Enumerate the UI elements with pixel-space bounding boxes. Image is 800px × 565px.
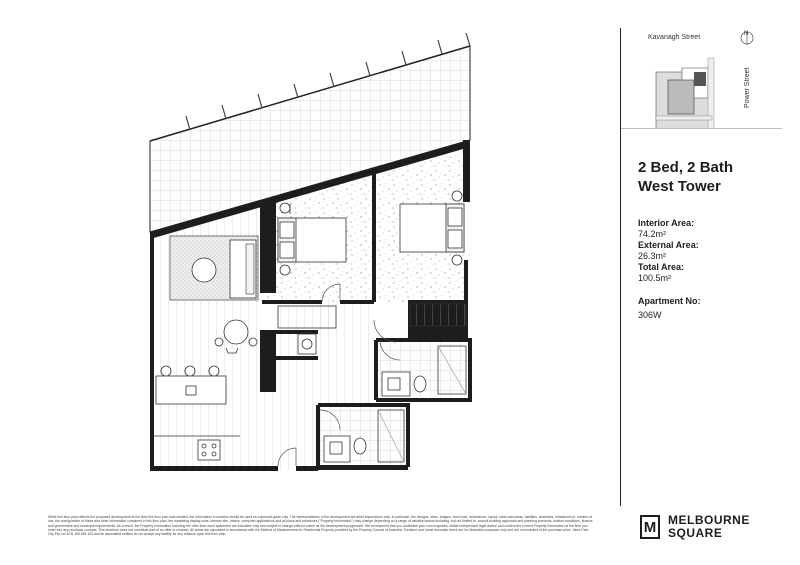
lounge-furniture (170, 236, 258, 300)
unit-tower: West Tower (638, 178, 721, 195)
apartment-label: Apartment No: (638, 296, 701, 306)
apartment-number: 306W (638, 310, 662, 320)
total-area: Total Area: 100.5m² (638, 262, 685, 283)
keyplan-divider (621, 128, 782, 129)
laundry (298, 334, 316, 354)
key-plan (620, 28, 782, 128)
unit-title (638, 158, 733, 196)
disclaimer: While this floor plan reflects the proposed development at the time this floor plan was created, the information it contains should be used as a general guide only. The representations of the development are artist impressions only. In particular, the designs, sizes, images, view lines, dimensions, layout, sizes and areas, facilities, amenities, infrastructure, number of lots, the configuration of these and other information contained in this floor plan, the marketing display suite, internet site, videos, computer applications and all plans and schedules ("Property Information") may change depending on a range of variable factors including, but not limited to, council building approvals and planning consents, market conditions, finance and government and municipal requirements. As a result, the Property Information including the view from each apartment are indicative only and subject to change without notice as the development progresses. We recommend that you undertake your own enquiries, obtain independent legal advice and confirm the current Property Information at the time you enter into any purchase contract. This brochure does not constitute part of an offer or contract. All areas are calculated in accordance with the Method of Measurement for Residential Property provided by the Property Council of Australia. Furniture and home decorator items are for illustrative purposes only and are not included in the purchase price. Yarra Park City Pty Ltd ACN 169 645 103 and its associated entities do not accept any liability for any reliance upon this floor plan. (48, 515, 593, 537)
brand-line2: SQUARE (668, 526, 723, 540)
external-area: External Area: 26.3m² (638, 240, 699, 261)
street-kavanagh: Kavanagh Street (648, 34, 701, 41)
brand-line1: MELBOURNE (668, 513, 750, 527)
street-power: Power Street (744, 67, 751, 108)
unit-type: 2 Bed, 2 Bath (638, 159, 734, 176)
brand-mark: M (640, 515, 660, 539)
brand-logo (640, 514, 750, 540)
north-label: N (744, 31, 749, 37)
interior-area: Interior Area: 74.2m² (638, 218, 695, 239)
